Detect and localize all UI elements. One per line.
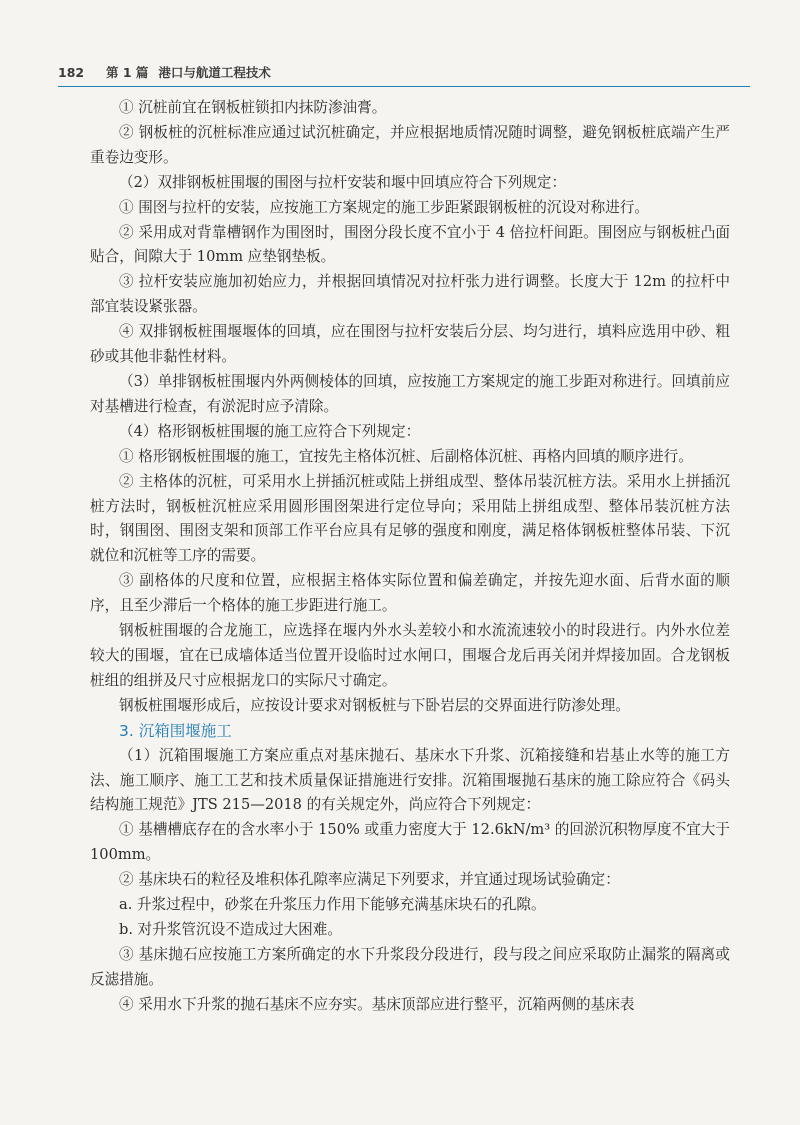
paragraph: ② 钢板桩的沉桩标准应通过试沉桩确定，并应根据地质情况随时调整，避免钢板桩底端产生严重卷边变形。 bbox=[90, 123, 730, 166]
page-header bbox=[58, 60, 750, 84]
part-title: 港口与航道工程技术 bbox=[158, 65, 271, 80]
paragraph: ① 沉桩前宜在钢板桩锁扣内抹防渗油膏。 bbox=[119, 99, 387, 116]
paragraph: b. 对升浆管沉设不造成过大困难。 bbox=[119, 921, 342, 938]
paragraph: （2）双排钢板桩围堰的围囹与拉杆安装和堰中回填应符合下列规定： bbox=[119, 173, 567, 191]
paragraph: ① 格形钢板桩围堰的施工，宜按先主格体沉桩、后副格体沉桩、再格内回填的顺序进行。 bbox=[119, 447, 693, 465]
paragraph: a. 升浆过程中，砂浆在升浆压力作用下能够充满基床块石的孔隙。 bbox=[119, 896, 546, 914]
paragraph: （1）沉箱围堰施工方案应重点对基床抛石、基床水下升浆、沉箱接缝和岩基止水等的施工方法、施工顺序、施工工艺和技术质量保证措施进行安排。沉箱围堰抛石基床的施工除应符合《码头结构施工规范》JTS 215—2018 的有关规定外，尚应符合下列规定： bbox=[90, 746, 730, 814]
paragraph: ④ 采用水下升浆的抛石基床不应夯实。基床顶部应进行整平，沉箱两侧的基床表 bbox=[119, 995, 635, 1013]
paragraph: ② 基床块石的粒径及堆积体孔隙率应满足下列要求，并宜通过现场试验确定： bbox=[119, 871, 620, 889]
paragraph: （4）格形钢板桩围堰的施工应符合下列规定： bbox=[119, 422, 421, 440]
paragraph: ③ 基床抛石应按施工方案所确定的水下升浆段分段进行，段与段之间应采取防止漏浆的隔离或反滤措施。 bbox=[90, 945, 730, 988]
paragraph: ③ 副格体的尺度和位置，应根据主格体实际位置和偏差确定，并按先迎水面、后背水面的顺序，且至少滞后一个格体的施工步距进行施工。 bbox=[90, 572, 730, 615]
section-heading: 3. 沉箱围堰施工 bbox=[119, 721, 232, 740]
page-body bbox=[90, 96, 730, 1018]
paragraph: ② 采用成对背靠槽钢作为围囹时，围囹分段长度不宜小于 4 倍拉杆间距。围囹应与钢板桩凸面贴合，间隙大于 10mm 应垫钢垫板。 bbox=[90, 223, 730, 266]
paragraph: ③ 拉杆安装应施加初始应力，并根据回填情况对拉杆张力进行调整。长度大于 12m 的拉杆中部宜装设紧张器。 bbox=[90, 273, 730, 316]
paragraph: ② 主格体的沉桩，可采用水上拼插沉桩或陆上拼组成型、整体吊装沉桩方法。采用水上拼插沉桩方法时，钢板桩沉桩应采用圆形围囹架进行定位导向；采用陆上拼组成型、整体吊装沉桩方法时，钢围囹、围囹支架和顶部工作平台应具有足够的强度和刚度，满足格体钢板桩整体吊装、下沉就位和沉桩等工序的需要。 bbox=[90, 472, 730, 565]
page-number: 182 bbox=[58, 64, 85, 80]
paragraph: ④ 双排钢板桩围堰堰体的回填，应在围囹与拉杆安装后分层、均匀进行，填料应选用中砂、粗砂或其他非黏性材料。 bbox=[90, 323, 730, 366]
paragraph: 钢板桩围堰的合龙施工，应选择在堰内外水头差较小和水流流速较小的时段进行。内外水位差较大的围堰，宜在已成墙体适当位置开设临时过水闸口，围堰合龙后再关闭并焊接加固。合龙钢板桩组的组拼及尺寸应根据龙口的实际尺寸确定。 bbox=[90, 622, 730, 689]
paragraph: ① 围囹与拉杆的安装，应按施工方案规定的施工步距紧跟钢板桩的沉设对称进行。 bbox=[119, 198, 650, 216]
header-rule bbox=[58, 86, 750, 87]
part-label: 第 1 篇 bbox=[106, 65, 149, 80]
paragraph: ① 基槽槽底存在的含水率小于 150% 或重力密度大于 12.6kN/m³ 的回淤沉积物厚度不宜大于 100mm。 bbox=[90, 821, 730, 864]
paragraph: 钢板桩围堰形成后，应按设计要求对钢板桩与下卧岩层的交界面进行防渗处理。 bbox=[119, 696, 630, 714]
paragraph: （3）单排钢板桩围堰内外两侧棱体的回填，应按施工方案规定的施工步距对称进行。回填前应对基槽进行检查，有淤泥时应予清除。 bbox=[90, 372, 730, 415]
